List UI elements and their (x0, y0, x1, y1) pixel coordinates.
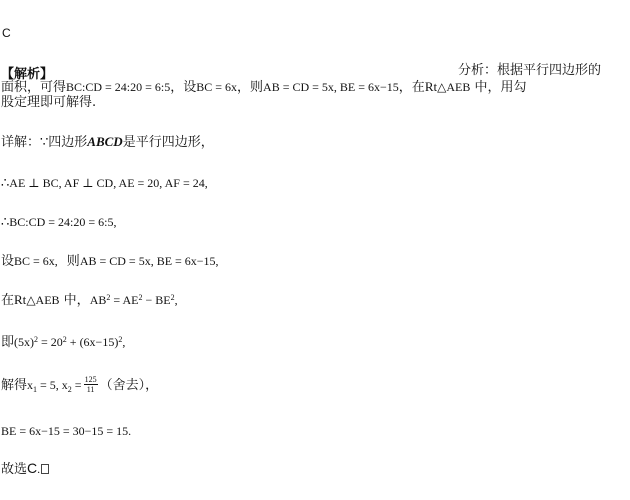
conclusion-symbol: . (37, 462, 41, 476)
analysis-rt-label: Rt (424, 79, 438, 94)
step-5-formula: + (6x−15) (66, 335, 119, 349)
shape-name: ABCD (87, 134, 123, 149)
detail-line (1, 134, 214, 151)
step-4-formula: − BE (142, 293, 171, 307)
x1-value: = 5, (37, 378, 59, 392)
step-7: BE = 6x−15 = 30−15 = 15. (1, 424, 132, 438)
analysis-line-2 (1, 79, 526, 96)
therefore-symbol: ∴ (1, 176, 10, 191)
step-5-formula: = 20 (38, 335, 63, 349)
analysis-line-3: 股定理即可解得. (1, 95, 97, 110)
x-variable: x (27, 378, 34, 392)
step-1 (1, 175, 208, 192)
step-4-formula: AB (89, 293, 107, 307)
power-two: 2 (62, 335, 67, 345)
conclusion-choice: C (27, 460, 38, 476)
step-4-formula: = AE (110, 293, 139, 307)
step-6 (1, 376, 158, 395)
analysis-aeb-label: AEB (446, 80, 471, 94)
analysis-text-part: 面积，可得 (1, 80, 67, 95)
conclusion-prefix: 故选 (1, 462, 28, 477)
power-two: 2 (138, 293, 143, 303)
subscript-two: 2 (67, 384, 72, 394)
triangle-icon: △ (437, 80, 447, 94)
therefore-symbol: ∴ (1, 215, 10, 230)
power-two: 2 (118, 335, 123, 345)
step-2 (1, 214, 117, 231)
step-1-formula: AE ⊥ BC, AF ⊥ CD, AE = 20, AF = 24, (9, 176, 208, 190)
analysis-text-part: AB = CD = 5x, BE = 6x−15 (263, 80, 399, 94)
step-3 (1, 253, 219, 270)
step-4-prefix: 在 (1, 293, 15, 308)
step-5-prefix: 即 (1, 335, 15, 350)
step-4-mid: 中， (59, 293, 90, 308)
power-two: 2 (106, 293, 111, 303)
analysis-text-part: ，在 (398, 80, 425, 95)
step-6-prefix: 解得 (1, 378, 28, 393)
analysis-text-part: BC = 6x (196, 80, 238, 94)
step-4 (1, 292, 178, 309)
power-two: 2 (34, 335, 39, 345)
conclusion-line (1, 460, 49, 478)
detail-prefix: 详解：∵四边形 (1, 135, 88, 150)
step-5-formula: , (122, 335, 126, 349)
fraction-denominator: 11 (86, 385, 95, 394)
equals-sign: = (71, 378, 82, 392)
step-5 (1, 334, 125, 351)
analysis-text-part: BC:CD = 24:20 = 6:5 (66, 80, 171, 94)
triangle-icon: △ (26, 293, 36, 307)
fraction (84, 375, 98, 394)
rejected-note: （舍去）， (99, 378, 159, 393)
step-3-mid: 则 (66, 254, 80, 269)
subscript-one: 1 (33, 384, 38, 394)
detail-suffix: 是平行四边形， (122, 135, 214, 150)
x-variable: x (61, 378, 68, 392)
analysis-text-part: ，则 (237, 80, 264, 95)
power-two: 2 (170, 293, 175, 303)
analysis-text-part: 中，用勾 (470, 80, 527, 95)
step-2-formula: BC:CD = 24:20 = 6:5, (9, 215, 117, 229)
step-3-formula: BC = 6x, (14, 254, 58, 268)
step-5-formula: (5x) (14, 335, 35, 349)
step-3-spacer (58, 254, 67, 268)
rt-label: Rt (14, 292, 27, 307)
step-3-formula: AB = CD = 5x, BE = 6x−15, (79, 254, 219, 268)
analysis-right-text: 分析：根据平行四边形的 (458, 63, 602, 78)
answer-letter: C (2, 26, 11, 40)
step-3-prefix: 设 (1, 254, 15, 269)
analysis-label: 【解析】 (1, 67, 54, 82)
aeb-label: AEB (35, 293, 60, 307)
step-4-formula: , (174, 293, 178, 307)
analysis-text-part: ，设 (170, 80, 197, 95)
square-placeholder-icon (41, 464, 49, 474)
fraction-numerator: 125 (84, 375, 97, 384)
